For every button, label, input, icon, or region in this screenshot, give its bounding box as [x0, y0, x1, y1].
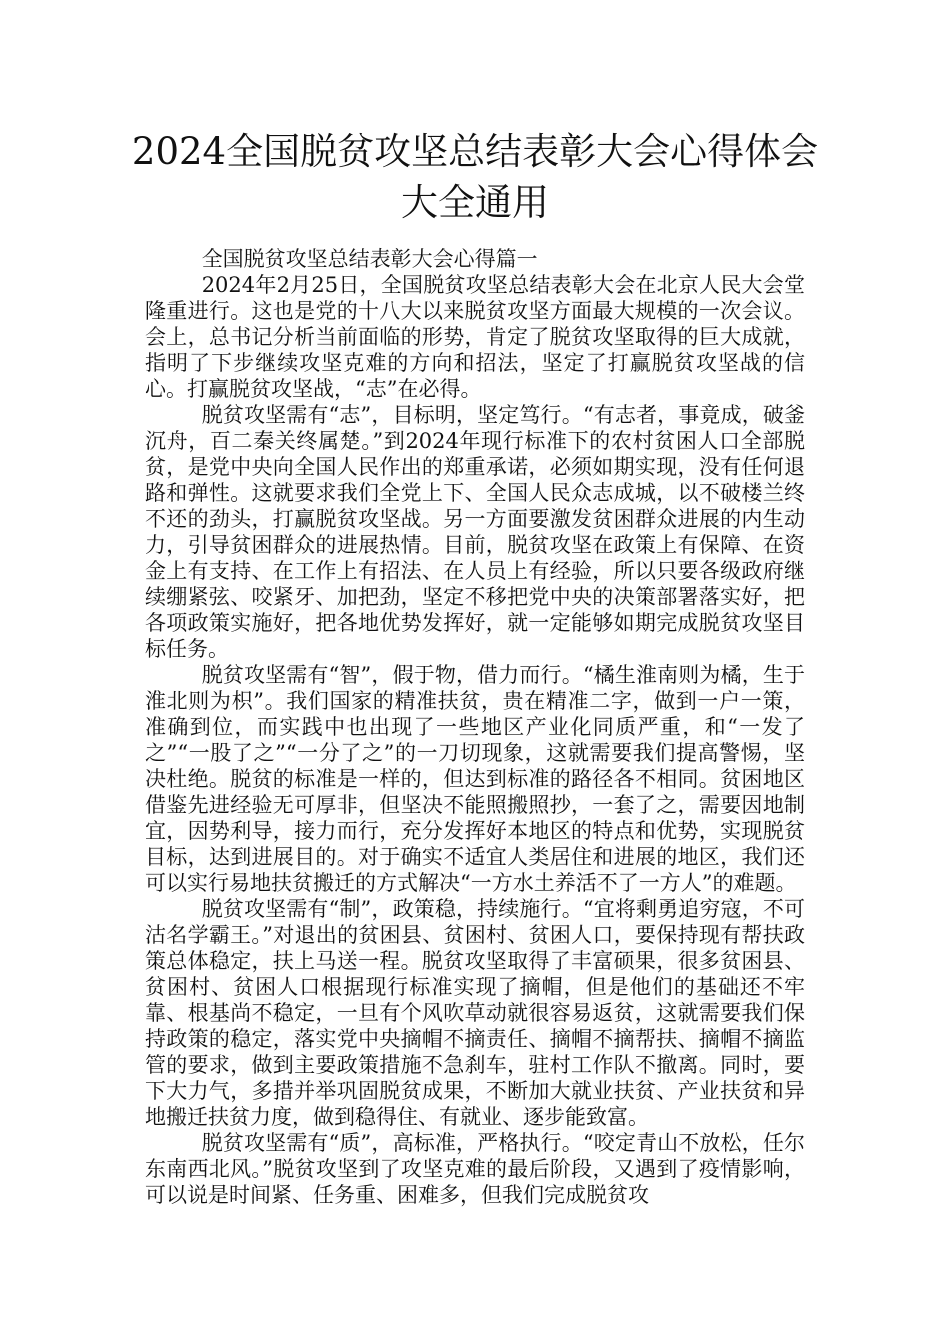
title-line-1: 2024全国脱贫攻坚总结表彰大会心得体会 — [131, 130, 819, 173]
title-line-2: 大全通用 — [401, 181, 549, 224]
section-heading: 全国脱贫攻坚总结表彰大会心得篇一 — [201, 247, 538, 271]
document-title — [120, 126, 830, 228]
paragraph-3: 脱贫攻坚需有“智”，假于物，借力而行。“橘生淮南则为橘，生于淮北则为枳”。我们国家的精准扶贫，贵在精准二字，做到一户一策，准确到位，而实践中也出现了一些地区产业化同质严重，和“一发了之”“一股了之”“一分了之”的一刀切现象，这就需要我们提高警惕，坚决杜绝。脱贫的标准是一样的，但达到标准的路径各不相同。贫困地区借鉴先进经验无可厚非，但坚决不能照搬照抄，一套了之，需要因地制宜，因势利导，接力而行，充分发挥好本地区的特点和优势，实现脱贫目标，达到进展目的。对于确实不适宜人类居住和进展的地区，我们还可以实行易地扶贫搬迁的方式解决“一方水土养活不了一方人”的难题。 — [145, 663, 805, 895]
document-body — [145, 246, 805, 1208]
paragraph-4: 脱贫攻坚需有“制”，政策稳，持续施行。“宜将剩勇追穷寇，不可沽名学霸王。”对退出的贫困县、贫困村、贫困人口，要保持现有帮扶政策总体稳定，扶上马送一程。脱贫攻坚取得了丰富硕果，很多贫困县、贫困村、贫困人口根据现行标准实现了摘帽，但是他们的基础还不牢靠、根基尚不稳定，一旦有个风吹草动就很容易返贫，这就需要我们保持政策的稳定，落实党中央摘帽不摘责任、摘帽不摘帮扶、摘帽不摘监管的要求，做到主要政策措施不急刹车，驻村工作队不撤离。同时，要下大力气，多措并举巩固脱贫成果，不断加大就业扶贫、产业扶贫和异地搬迁扶贫力度，做到稳得住、有就业、逐步能致富。 — [145, 897, 805, 1129]
paragraph-2: 脱贫攻坚需有“志”，目标明，坚定笃行。“有志者，事竟成，破釜沉舟，百二秦关终属楚。”到2024年现行标准下的农村贫困人口全部脱贫，是党中央向全国人民作出的郑重承诺，必须如期实现，没有任何退路和弹性。这就要求我们全党上下、全国人民众志成城，以不破楼兰终不还的劲头，打赢脱贫攻坚战。另一方面要激发贫困群众进展的内生动力，引导贫困群众的进展热情。目前，脱贫攻坚在政策上有保障、在资金上有支持、在工作上有招法、在人员上有经验，所以只要各级政府继续绷紧弦、咬紧牙、加把劲，坚定不移把党中央的决策部署落实好，把各项政策实施好，把各地优势发挥好，就一定能够如期完成脱贫攻坚目标任务。 — [145, 403, 805, 661]
paragraph-5: 脱贫攻坚需有“质”，高标准，严格执行。“咬定青山不放松，任尔东南西北风。”脱贫攻坚到了攻坚克难的最后阶段，又遇到了疫情影响，可以说是时间紧、任务重、困难多，但我们完成脱贫攻 — [145, 1131, 805, 1207]
paragraph-1: 2024年2月25日，全国脱贫攻坚总结表彰大会在北京人民大会堂隆重进行。这也是党的十八大以来脱贫攻坚方面最大规模的一次会议。会上，总书记分析当前面临的形势，肯定了脱贫攻坚取得的巨大成就，指明了下步继续攻坚克难的方向和招法，坚定了打赢脱贫攻坚战的信心。打赢脱贫攻坚战，“志”在必得。 — [145, 273, 805, 401]
